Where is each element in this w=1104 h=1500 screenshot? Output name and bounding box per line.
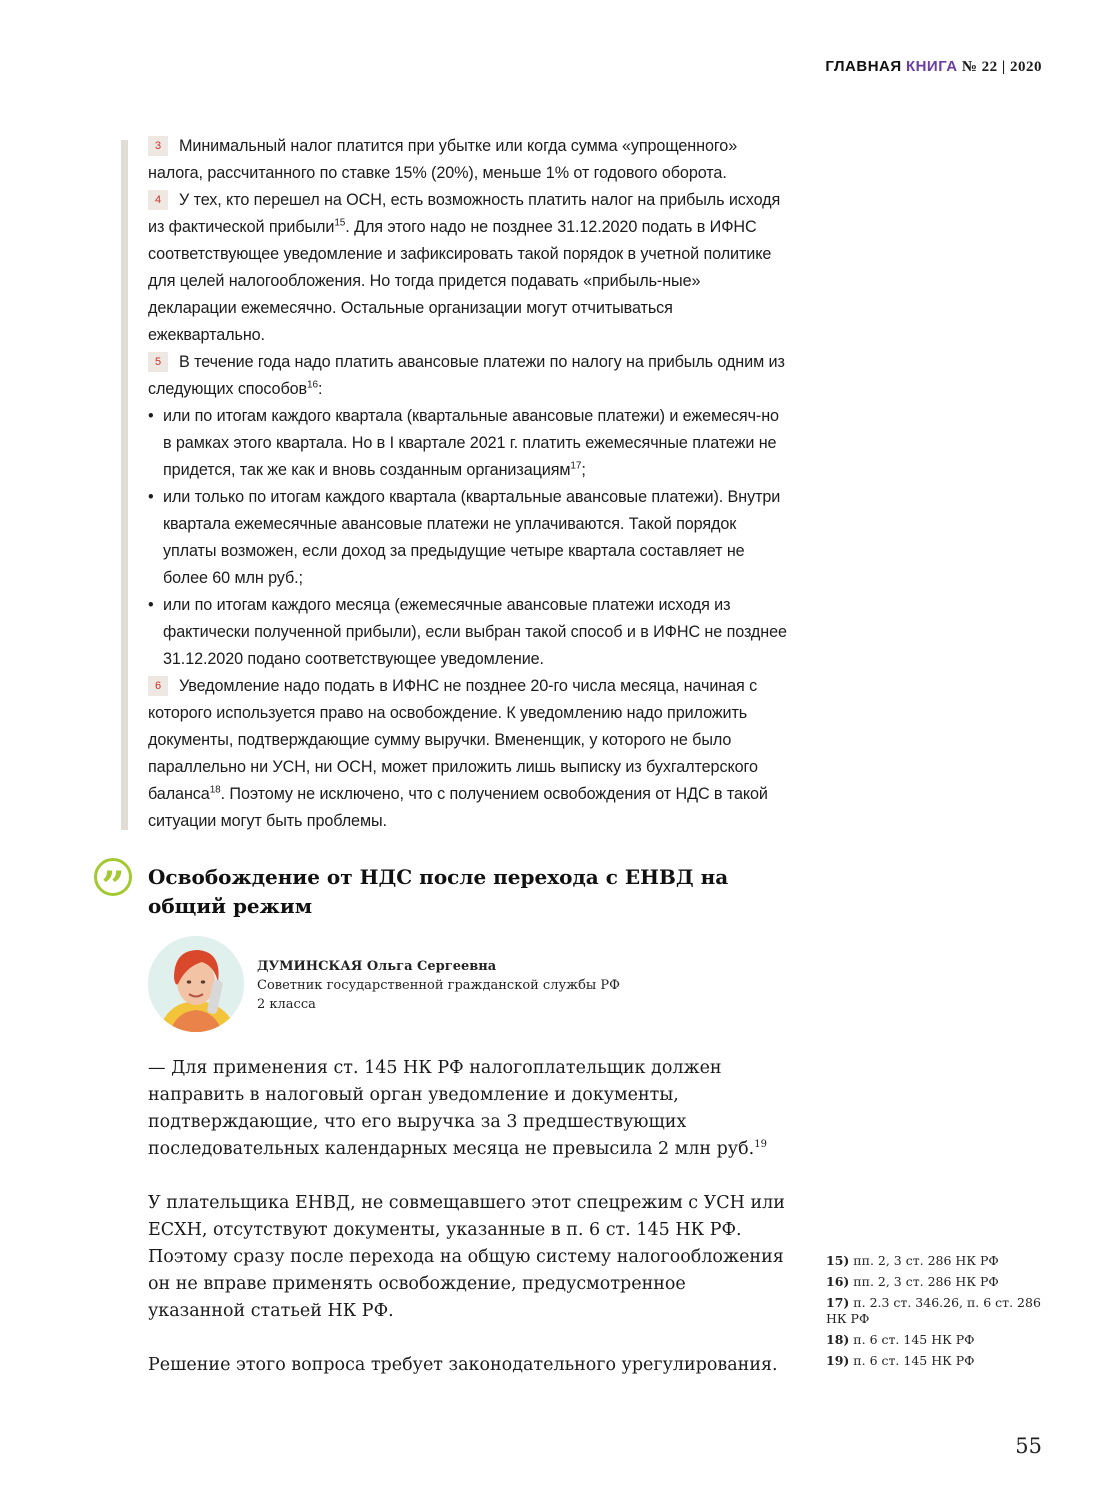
bullet-3-text: или по итогам каждого месяца (ежемесячные авансовые платежи исходя из фактически полученной прибыли), если выбран такой способ и в ИФНС не позднее 31.12.2020 подано соответствующее уведомление. [163,596,787,668]
footnote-ref-16: 16 [307,379,318,391]
note-6 [148,673,788,835]
answer-paragraph-3: Решение этого вопроса требует законодательного урегулирования. [148,1355,778,1375]
footnote-text: п. 6 ст. 145 НК РФ [853,1332,975,1347]
author-name: ДУМИНСКАЯ Ольга Сергеевна [257,959,497,974]
note-number-5: 5 [148,352,168,372]
author-photo-icon [148,936,244,1032]
note-number-6: 6 [148,676,168,696]
footnote-text: пп. 2, 3 ст. 286 НК РФ [853,1274,999,1289]
footnote-item [826,1274,1056,1290]
footnote-ref-19: 19 [754,1139,767,1151]
footnote-number: 17) [826,1295,850,1310]
answer-paragraph-2: У плательщика ЕНВД, не совмещавшего этот спецрежим с УСН или ЕСХН, отсутствуют документы, указанные в п. 6 ст. 145 НК РФ. Поэтому сразу после перехода на общую систему налогообложения он не вправе применять освобождение, предусмотренное указанной статьей НК РФ. [148,1193,785,1321]
list-item [148,403,788,484]
note-5 [148,349,788,403]
list-item [148,592,788,673]
footnote-text: п. 2.3 ст. 346.26, п. 6 ст. 286 НК РФ [826,1295,1041,1326]
footnote-item [826,1295,1056,1327]
page-number: 55 [1015,1434,1042,1458]
footnote-ref-15: 15 [334,217,346,229]
footnote-ref-18: 18 [209,784,221,796]
payment-options-list [148,403,788,673]
note-6-text-a: Уведомление надо подать в ИФНС не позднее 20-го числа месяца, начиная с которого используется право на освобождение. К уведомлению надо приложить документы, подтверждающие сумму выручки. Вмененщик, у которого не было параллельно ни УСН, ни ОСН, может приложить лишь выписку из бухгалтерского баланса [148,677,758,803]
avatar [148,936,244,1032]
footnote-text: пп. 2, 3 ст. 286 НК РФ [853,1253,999,1268]
list-item [148,484,788,592]
answer-paragraph-1 [148,1055,788,1163]
note-4-text-a: У тех, кто перешел на ОСН, есть возможность платить налог на прибыль исходя из фактической прибыли [148,191,781,236]
note-4 [148,187,788,349]
section-title: Освобождение от НДС после перехода с ЕНВД на общий режим [148,865,729,918]
note-5-text-b: : [317,380,323,398]
answer-paragraph-1-text: — Для применения ст. 145 НК РФ налогоплательщик должен направить в налоговый орган уведомление и документы, подтверждающие, что его выручка за 3 предшествующих последовательных календарных месяца не превысила 2 млн руб. [148,1058,755,1159]
footnote-number: 16) [826,1274,850,1289]
note-5-text-a: В течение года надо платить авансовые платежи по налогу на прибыль одним из следующих способов [148,353,785,398]
author-info [257,957,620,1014]
note-number-3: 3 [148,136,168,156]
note-6-text-b: . Поэтому не исключено, что с получением освобождения от НДС в такой ситуации могут быть проблемы. [148,785,768,830]
footnote-text: п. 6 ст. 145 НК РФ [853,1353,975,1368]
bullet-2-text: или только по итогам каждого квартала (квартальные авансовые платежи). Внутри квартала ежемесячные авансовые платежи не уплачиваются. Такой порядок уплаты возможен, если доход за предыдущие четыре квартала составляет не более 60 млн руб.; [163,488,781,587]
author-position: Советник государственной гражданской службы РФ [257,978,620,993]
footnote-number: 15) [826,1253,850,1268]
notes-sidebar-bar [121,140,128,830]
footnote-number: 19) [826,1353,850,1368]
note-3-text: Минимальный налог платится при убытке или когда сумма «упрощенного» налога, рассчитанного по ставке 15% (20%), меньше 1% от годового оборота. [148,137,738,182]
brand-name-accent: КНИГА [905,58,958,75]
issue-number: № 22 | 2020 [961,59,1042,75]
brand-name-main: ГЛАВНАЯ [825,58,902,75]
page-header [825,58,1042,76]
footnotes [826,1253,1056,1374]
expert-answer [148,1055,788,1379]
notes-block [148,133,788,835]
footnote-item [826,1253,1056,1269]
quote-icon: ” [94,858,132,896]
note-3 [148,133,788,187]
footnote-number: 18) [826,1332,850,1347]
footnote-item [826,1332,1056,1348]
bullet-1-text-a: или по итогам каждого квартала (квартальные авансовые платежи) и ежемесяч-но в рамках этого квартала. Но в I квартале 2021 г. платить ежемесячные платежи не придется, так же как и вновь созданным организациям [163,407,779,479]
footnote-item [826,1353,1056,1369]
footnote-ref-17: 17 [570,460,582,472]
note-4-text-b: . Для этого надо не позднее 31.12.2020 подать в ИФНС соответствующее уведомление и зафиксировать такой порядок в учетной политике для целей налогообложения. Но тогда придется подавать «прибыль-ные» декларации ежемесячно. Остальные организации могут отчитываться ежеквартально. [148,218,772,344]
bullet-1-text-b: ; [581,461,586,479]
note-number-4: 4 [148,190,168,210]
author-rank: 2 класса [257,997,316,1012]
